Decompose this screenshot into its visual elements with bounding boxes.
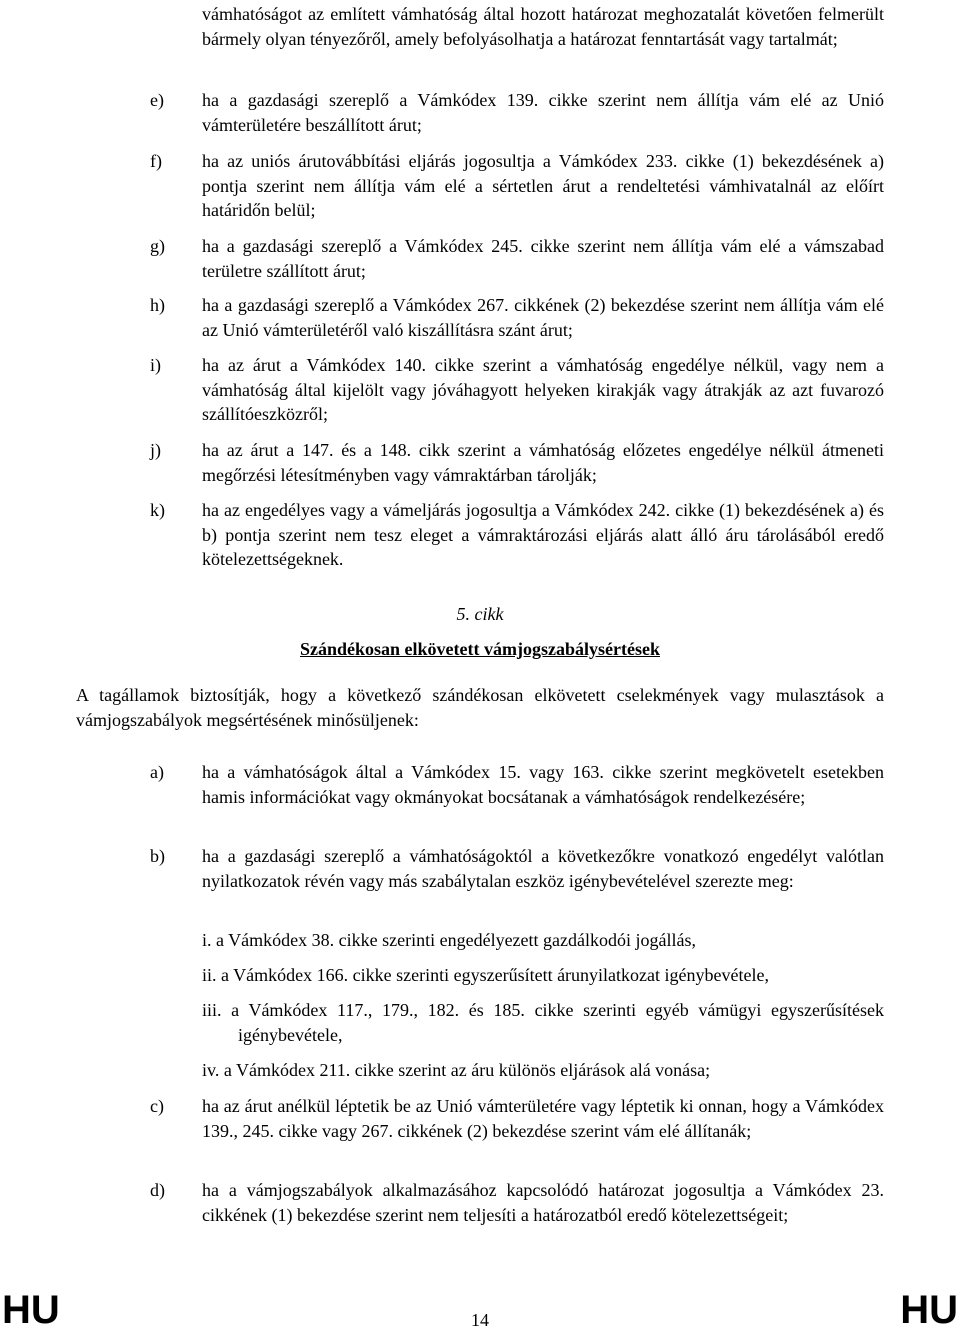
- list-item-text: ha az uniós árutovábbítási eljárás jogosultja a Vámkódex 233. cikke (1) bekezdésének a) pontja szerint nem állítja vám elé a sértetlen árut a rendeltetési vámhivatalnál az előírt határidőn belül;: [202, 151, 884, 220]
- list-item-label: k): [150, 500, 165, 520]
- page-number: 14: [471, 1310, 489, 1330]
- list-item-text: ha az engedélyes vagy a vámeljárás jogosultja a Vámkódex 242. cikke (1) bekezdésének a) és b) pontja szerint nem tesz eleget a vámraktározási eljárás alatt álló áru tárolásából eredő kötelezettségeknek.: [202, 500, 884, 569]
- list-item-text: ha az árut a Vámkódex 140. cikke szerint a vámhatóság engedélye nélkül, vagy nem a vámhatóság által kijelölt vagy jóváhagyott helyeken kirakják vagy átrakják az azt fuvarozó szállítóeszközről;: [202, 355, 884, 424]
- footer-language-right: HU: [900, 1288, 958, 1332]
- intro-paragraph: A tagállamok biztosítják, hogy a következő szándékosan elkövetett cselekmények vagy mulasztások a vámjogszabályok megsértésének minősüljenek:: [76, 685, 884, 730]
- sub-list-item: i. a Vámkódex 38. cikke szerinti engedélyezett gazdálkodói jogállás,: [202, 930, 696, 950]
- list-item-label: h): [150, 295, 165, 315]
- list-item-label: f): [150, 151, 162, 171]
- article-number: 5. cikk: [456, 604, 504, 624]
- list-item-text: ha a gazdasági szereplő a Vámkódex 267. cikkének (2) bekezdése szerint nem állítja vám elé az Unió vámterületéről való kiszállításra szánt árut;: [202, 295, 884, 340]
- list-item-text: ha a gazdasági szereplő a Vámkódex 245. cikke szerint nem állítja vám elé a vámszabad területre szállított árut;: [202, 236, 884, 281]
- sub-list-item: iv. a Vámkódex 211. cikke szerint az áru különös eljárások alá vonása;: [202, 1060, 711, 1080]
- list-item-text: ha a vámjogszabályok alkalmazásához kapcsolódó határozat jogosultja a Vámkódex 23. cikkének (1) bekezdése szerint nem teljesíti a határozatból eredő kötelezettségeit;: [202, 1180, 884, 1225]
- top-continuation-paragraph: vámhatóságot az említett vámhatóság által hozott határozat meghozatalát követően felmerült bármely olyan tényezőről, amely befolyásolhatja a határozat fenntartását vagy tartalmát;: [202, 4, 884, 49]
- sub-list-item: iii. a Vámkódex 117., 179., 182. és 185. cikke szerinti egyéb vámügyi egyszerűsítések igénybevétele,: [202, 1000, 884, 1045]
- list-item-label: e): [150, 90, 164, 110]
- list-item-text: ha a vámhatóságok által a Vámkódex 15. vagy 163. cikke szerint megkövetelt esetekben hamis információkat vagy okmányokat bocsátanak a vámhatóságok rendelkezésére;: [202, 762, 884, 807]
- list-item-label: g): [150, 236, 165, 256]
- list-item-label: j): [150, 440, 161, 460]
- list-item-text: ha a gazdasági szereplő a Vámkódex 139. cikke szerint nem állítja vám elé az Unió vámterületére beszállított árut;: [202, 90, 884, 135]
- list-item-label: c): [150, 1096, 164, 1116]
- list-item-text: ha az árut a 147. és a 148. cikk szerint a vámhatóság előzetes engedélye nélkül átmeneti megőrzési létesítményben vagy vámraktárban tárolják;: [202, 440, 884, 485]
- sub-list-item: ii. a Vámkódex 166. cikke szerinti egyszerűsített árunyilatkozat igénybevétele,: [202, 965, 769, 985]
- article-title: Szándékosan elkövetett vámjogszabálysértések: [300, 639, 660, 659]
- list-item-label: i): [150, 355, 161, 375]
- list-item-label: d): [150, 1180, 165, 1200]
- list-item-label: b): [150, 846, 165, 866]
- list-item-text: ha a gazdasági szereplő a vámhatóságoktól a következőkre vonatkozó engedélyt valótlan nyilatkozatok révén vagy más szabálytalan eszköz igénybevételével szerezte meg:: [202, 846, 884, 891]
- list-item-label: a): [150, 762, 164, 782]
- footer-language-left: HU: [2, 1288, 60, 1332]
- list-item-text: ha az árut anélkül léptetik be az Unió vámterületére vagy léptetik ki onnan, hogy a Vámkódex 139., 245. cikke vagy 267. cikkének (2) bekezdése szerint vám elé állítanák;: [202, 1096, 884, 1141]
